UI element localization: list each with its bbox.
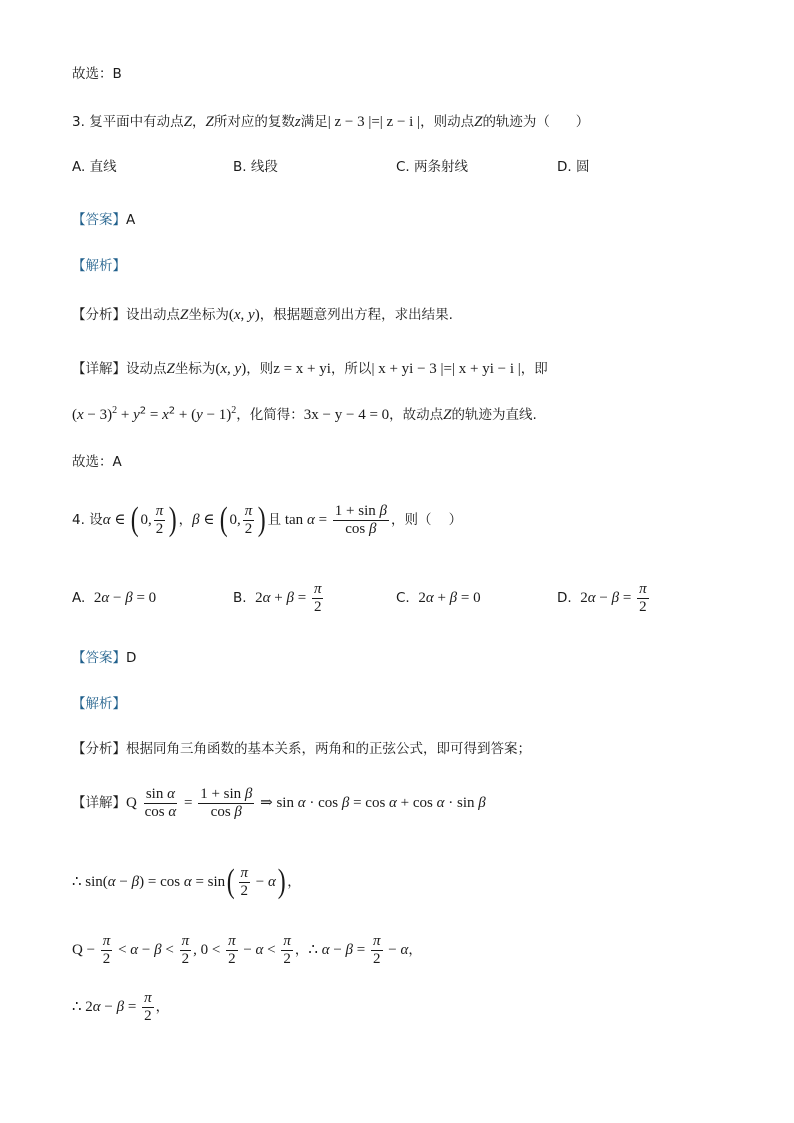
q4-option-a: A. 2α − β = 0 [72, 590, 157, 606]
q4-xiangjie-line3: Q − $\frac{\pi}{2}$ < α − β < $\frac{\pi}{2}$ , 0 < $\frac{\pi}{2}$ − α < $\frac{\pi}{2}$ ，∴ α − β = $\frac{\pi}{2}$ − α， [72, 932, 422, 967]
q4-analysis-heading: 【解析】 [72, 696, 126, 712]
q4-xiangjie-line2: ∴ sin(α − β) = cos α = sin( $\frac{\pi}{2}$ − α) ， [72, 863, 301, 900]
q3-option-d: D. 圆 [557, 159, 590, 175]
q3-option-c: C. 两条射线 [396, 159, 469, 175]
q4-xiangjie-line1: 【详解】Q $\frac{\text{sin α}}{\text{cos α}}$ = $\frac{\text{1 + sin β}}{\text{cos β}}$ ⇒ sin α · cos β = cos α + cos α · sin β [72, 785, 486, 820]
q4-fenxi: 【分析】根据同角三角函数的基本关系，两角和的正弦公式，即可得到答案； [72, 741, 531, 757]
q3-option-a: A. 直线 [72, 159, 117, 175]
q3-option-b: B. 线段 [233, 159, 278, 175]
q3-xiangjie-line2: $(x - 3)^2 + y^2 = x^2 + (y - 1)^2$，化简得：3x − y − 4 = 0，故动点Z的轨迹为直线. [72, 405, 537, 423]
q3-fenxi: 【分析】设出动点Z坐标为(x, y)，根据题意列出方程，求出结果. [72, 307, 453, 323]
q4-xiangjie-line4: ∴ 2α − β = $\frac{\pi}{2}$ ， [72, 989, 170, 1024]
q3-analysis-heading: 【解析】 [72, 258, 126, 274]
q3-answer: 【答案】A [72, 212, 136, 228]
q3-condition: | z − 3 |=| z − i | [327, 114, 421, 130]
q4-option-b: B. 2α + β = $\frac{\pi}{2}$ [233, 580, 322, 615]
choice-line-a: 故选：A [72, 454, 122, 470]
choice-line-b: 故选：B [72, 66, 122, 82]
q4-answer: 【答案】D [72, 650, 137, 666]
q4-option-d: D. 2α − β = $\frac{\pi}{2}$ [557, 580, 647, 615]
q3-xiangjie-line1: 【详解】设动点Z坐标为(x, y)，则z = x + yi，所以| x + yi − 3 |=| x + yi − i |，即 [72, 361, 548, 377]
question-4: 4. 设α ∈ ( 0, $\frac{\pi}{2}$ ) ，β ∈ ( 0, $\frac{\pi}{2}$ ) 且 tan α = $\frac{\text{1 + sin β}}{\text{cos β}}$ ，则（ ） [72, 501, 463, 538]
question-3: 3. 复平面中有动点Z，Z所对应的复数z满足| z − 3 |=| z − i |，则动点Z的轨迹为（ ） [72, 114, 590, 130]
q4-option-c: C. 2α + β = 0 [396, 590, 481, 606]
